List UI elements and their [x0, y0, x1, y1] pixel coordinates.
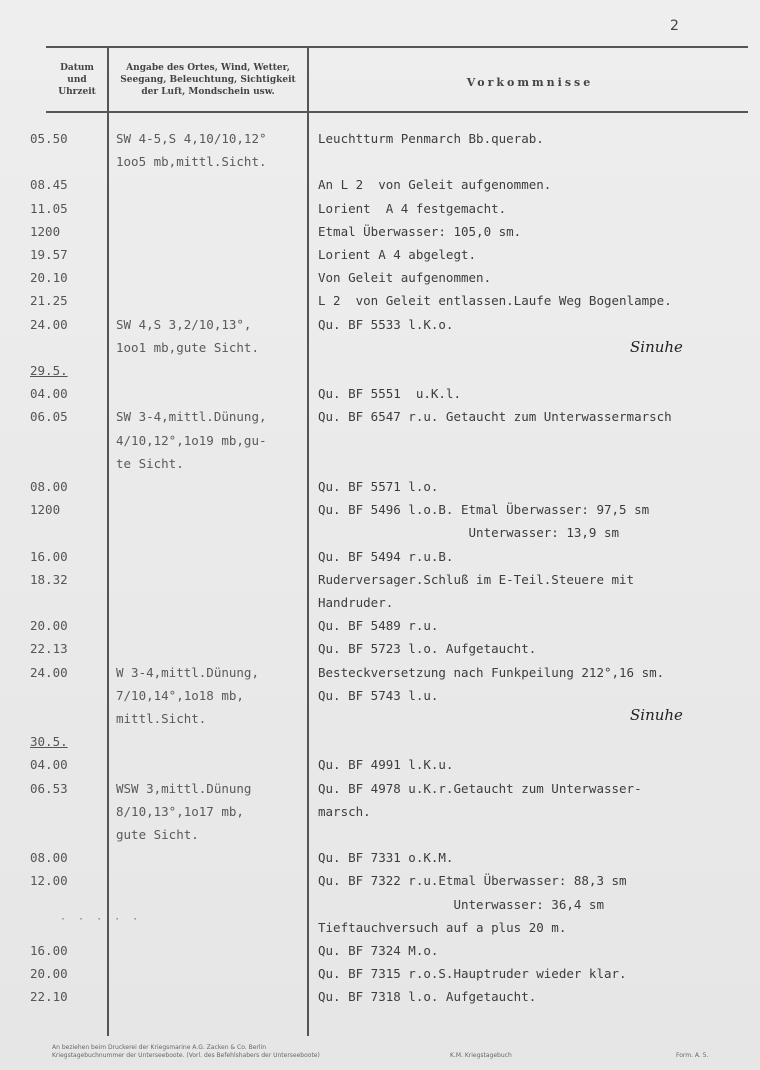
weather-note: te Sicht. [116, 455, 184, 471]
weather-note: 7/10,14°,1o18 mb, [116, 687, 244, 703]
event-text: Lorient A 4 abgelegt. [318, 247, 477, 262]
weather-note: W 3-4,mittl.Dünung, [116, 664, 259, 680]
weather-note: SW 4-5,S 4,10/10,12° [116, 131, 267, 146]
event-text: Qu. BF 4978 u.K.r.Getaucht zum Unterwasser- [318, 780, 642, 796]
event-text: Tieftauchversuch auf a plus 20 m. [318, 919, 567, 935]
event-text: Unterwasser: 13,9 sm [318, 525, 620, 541]
entry-time: 21.25 [30, 293, 68, 309]
footer-right: Form. A. 5. [676, 1052, 709, 1059]
entry-time: 04.00 [30, 386, 68, 402]
log-row [0, 177, 760, 200]
log-row [0, 757, 760, 780]
entry-time: 1200 [30, 502, 61, 518]
entry-time: 20.10 [30, 270, 68, 286]
log-row [0, 224, 760, 247]
log-row [0, 131, 760, 154]
event-text: Qu. BF 5551 u.K.l. [318, 386, 461, 402]
entry-time: 05.50 [30, 131, 68, 146]
log-row [0, 386, 760, 409]
event-text: Lorient A 4 festgemacht. [318, 200, 507, 216]
event-text: Qu. BF 7318 l.o. Aufgetaucht. [318, 989, 537, 1005]
log-row [0, 433, 760, 456]
log-row [0, 502, 760, 525]
weather-note: 4/10,12°,1o19 mb,gu- [116, 432, 267, 448]
entry-time: 06.53 [30, 780, 68, 796]
event-text: Qu. BF 7331 o.K.M. [318, 850, 454, 866]
log-row [0, 270, 760, 293]
weather-note: mittl.Sicht. [116, 711, 207, 726]
log-row [0, 827, 760, 850]
log-row [0, 479, 760, 502]
entry-time: 08.00 [30, 479, 68, 494]
date-row [0, 734, 760, 757]
weather-note: 1oo1 mb,gute Sicht. [116, 339, 259, 355]
event-text: Qu. BF 5496 l.o.B. Etmal Überwasser: 97,5 sm [318, 502, 650, 518]
log-row [0, 549, 760, 572]
header-events: Vorkommnisse [466, 76, 594, 89]
event-text: Qu. BF 5571 l.o. [318, 479, 439, 494]
log-row [0, 781, 760, 804]
weather-note: WSW 3,mittl.Dünung [116, 780, 252, 796]
log-row [0, 989, 760, 1012]
log-row [0, 293, 760, 316]
entry-time: 24.00 [30, 664, 68, 680]
entry-time: 19.57 [30, 247, 68, 262]
page-number: 2 [670, 18, 679, 34]
event-text: Qu. BF 6547 r.u. Getaucht zum Unterwassermarsch [318, 409, 672, 425]
log-row [0, 641, 760, 664]
entry-time: 24.00 [30, 316, 68, 332]
header-time: Datum und Uhrzeit [58, 63, 96, 97]
log-row [0, 804, 760, 827]
event-text: L 2 von Geleit entlassen.Laufe Weg Bogenlampe. [318, 293, 672, 309]
event-text: Qu. BF 4991 l.K.u. [318, 757, 454, 773]
signature: Sinuhe [630, 338, 683, 356]
log-row [0, 409, 760, 432]
event-text: Qu. BF 5494 r.u.B. [318, 548, 454, 564]
log-row [0, 201, 760, 224]
date-label: 30.5. [30, 734, 68, 750]
footer-left: An beziehen beim Druckerei der Kriegsmarine A.G. Zacken & Co. Berlin Kriegstagebuchnummer der Unterseeboote. (Vorl. des Befehlshabers der Unterseeboote) [52, 1044, 320, 1059]
top-rule [46, 46, 748, 48]
header-bottom-rule [46, 111, 748, 113]
event-text: Handruder. [318, 595, 394, 610]
entry-time: 20.00 [30, 618, 68, 634]
event-text: Etmal Überwasser: 105,0 sm. [318, 223, 522, 239]
weather-note: SW 3-4,mittl.Dünung, [116, 409, 267, 425]
event-text: Qu. BF 5723 l.o. Aufgetaucht. [318, 641, 537, 657]
log-row [0, 966, 760, 989]
signature: Sinuhe [630, 706, 683, 724]
header-weather: Angabe des Ortes, Wind, Wetter, Seegang, Beleuchtung, Sichtigkeit der Luft, Mondschein usw. [120, 63, 296, 97]
weather-note: 1oo5 mb,mittl.Sicht. [116, 154, 267, 170]
footer-middle: K.M. Kriegstagebuch [450, 1052, 512, 1059]
event-text: Qu. BF 7322 r.u.Etmal Überwasser: 88,3 sm [318, 873, 627, 889]
entry-time: 20.00 [30, 966, 68, 982]
event-text: Ruderversager.Schluß im E-Teil.Steuere mit [318, 571, 635, 587]
log-row [0, 943, 760, 966]
log-row [0, 572, 760, 595]
event-text: Qu. BF 5533 l.K.o. [318, 316, 454, 332]
event-text: marsch. [318, 803, 371, 819]
weather-note: 8/10,13°,1o17 mb, [116, 803, 244, 819]
log-row [0, 850, 760, 873]
entry-time: 12.00 [30, 873, 68, 889]
event-text: Qu. BF 7315 r.o.S.Hauptruder wieder klar. [318, 966, 627, 982]
entry-time: 08.00 [30, 850, 68, 866]
log-row [0, 618, 760, 641]
log-row [0, 873, 760, 896]
log-row [0, 317, 760, 340]
entry-time: 11.05 [30, 200, 68, 216]
event-text: Unterwasser: 36,4 sm [318, 896, 604, 912]
date-row [0, 363, 760, 386]
date-label: 29.5. [30, 363, 68, 378]
event-text: Qu. BF 7324 M.o. [318, 943, 439, 958]
log-row [0, 665, 760, 688]
log-row [0, 595, 760, 618]
entry-time: 04.00 [30, 757, 68, 773]
log-row [0, 154, 760, 177]
entry-time: 16.00 [30, 548, 68, 564]
log-row [0, 525, 760, 548]
log-row [0, 456, 760, 479]
separator-dots: · · · · · [60, 914, 142, 925]
entry-time: 06.05 [30, 409, 68, 425]
log-row [0, 247, 760, 270]
entry-time: 16.00 [30, 943, 68, 958]
event-text: An L 2 von Geleit aufgenommen. [318, 177, 552, 193]
entry-time: 22.13 [30, 641, 68, 657]
entry-time: 22.10 [30, 989, 68, 1005]
event-text: Besteckversetzung nach Funkpeilung 212°,16 sm. [318, 664, 665, 680]
entry-time: 1200 [30, 223, 61, 239]
event-text: Leuchtturm Penmarch Bb.querab. [318, 131, 544, 146]
event-text: Qu. BF 5489 r.u. [318, 618, 439, 634]
event-text: Qu. BF 5743 l.u. [318, 687, 439, 703]
weather-note: SW 4,S 3,2/10,13°, [116, 316, 252, 332]
entry-time: 08.45 [30, 177, 68, 193]
weather-note: gute Sicht. [116, 827, 199, 842]
event-text: Von Geleit aufgenommen. [318, 270, 492, 286]
entry-time: 18.32 [30, 571, 68, 587]
